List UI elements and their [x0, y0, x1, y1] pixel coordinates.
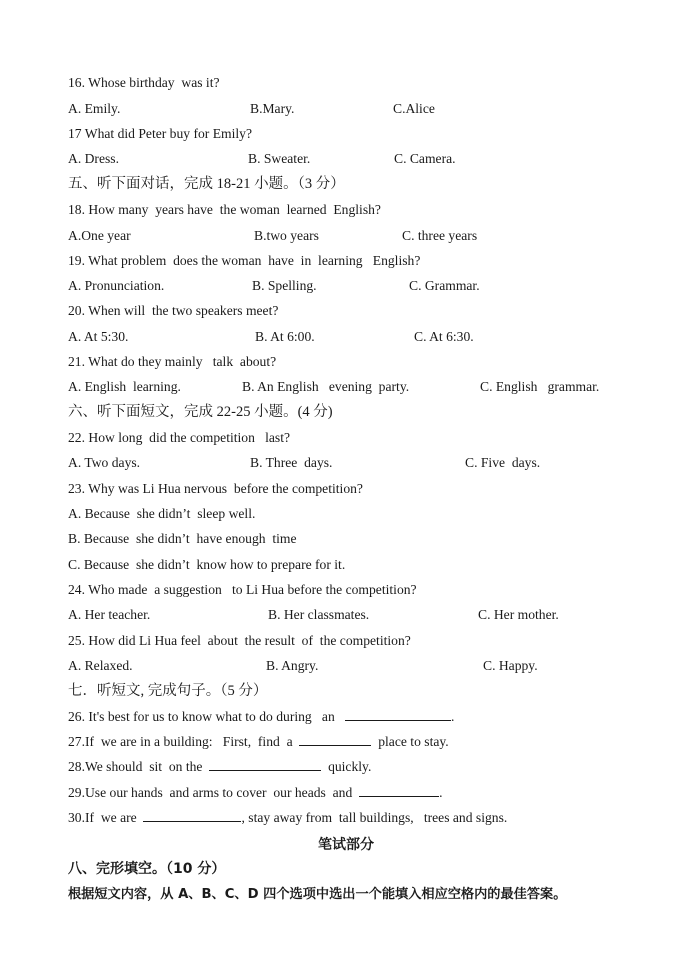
q20-option-a: A. At 5:30.: [68, 329, 129, 344]
q23-stem: 23. Why was Li Hua nervous before the competition?: [68, 481, 363, 496]
q16-option-c: C.Alice: [393, 101, 435, 116]
q21-stem: 21. What do they mainly talk about?: [68, 354, 277, 369]
q28-post: quickly.: [328, 759, 372, 774]
q18-option-b: B.two years: [254, 228, 319, 243]
q23-option-b: B. Because she didn’t have enough time: [68, 531, 297, 546]
q25-option-c: C. Happy.: [483, 658, 538, 673]
q22-option-a: A. Two days.: [68, 455, 141, 470]
q23-option-c: C. Because she didn’t know how to prepare for it.: [68, 557, 346, 572]
q26-post: .: [450, 709, 455, 724]
q19-stem: 19. What problem does the woman have in learning English?: [68, 253, 421, 268]
q30-text: 30.If we are: [68, 810, 137, 825]
q21-option-a: A. English learning.: [68, 379, 181, 394]
q22-option-b: B. Three days.: [250, 455, 333, 470]
q21-option-c: C. English grammar.: [480, 379, 600, 394]
q17-option-b: B. Sweater.: [248, 151, 311, 166]
q27-blank: [299, 733, 371, 746]
q26-text: 26. It's best for us to know what to do during an: [68, 709, 335, 724]
q28-blank: [209, 758, 321, 771]
q22-option-c: C. Five days.: [465, 455, 541, 470]
written-part-title: 笔试部分: [318, 837, 374, 853]
q24-stem: 24. Who made a suggestion to Li Hua before the competition?: [68, 582, 417, 597]
q19-option-c: C. Grammar.: [409, 278, 480, 293]
q21-option-b: B. An English evening party.: [242, 379, 410, 394]
q17-stem: 17 What did Peter buy for Emily?: [68, 126, 252, 141]
q25-stem: 25. How did Li Hua feel about the result of the competition?: [68, 633, 411, 648]
q23-option-a: A. Because she didn’t sleep well.: [68, 506, 256, 521]
q27-line: [68, 733, 449, 751]
q29-post: .: [439, 785, 443, 800]
q22-stem: 22. How long did the competition last?: [68, 430, 291, 445]
q18-option-a: A.One year: [68, 228, 131, 243]
q20-option-c: C. At 6:30.: [414, 329, 474, 344]
q16-option-a: A. Emily.: [68, 101, 121, 116]
q20-option-b: B. At 6:00.: [255, 329, 315, 344]
q19-option-b: B. Spelling.: [252, 278, 317, 293]
q19-option-a: A. Pronunciation.: [68, 278, 165, 293]
q28-text: 28.We should sit on the: [68, 759, 203, 774]
q20-stem: 20. When will the two speakers meet?: [68, 303, 279, 318]
section-8-title: 八、完形填空。（10 分）: [68, 861, 226, 877]
section-6-title: 六、听下面短文，完成 22-25 小题。(4 分): [68, 404, 333, 420]
q28-line: [68, 758, 371, 776]
section-5-title: 五、听下面对话，完成 18-21 小题。（3 分）: [68, 176, 345, 192]
q26-blank: [345, 708, 451, 721]
q27-post: place to stay.: [378, 734, 449, 749]
q17-option-a: A. Dress.: [68, 151, 119, 166]
q18-stem: 18. How many years have the woman learned English?: [68, 202, 381, 217]
q25-option-a: A. Relaxed.: [68, 658, 133, 673]
q30-post: , stay away from tall buildings, trees and signs.: [241, 810, 508, 825]
q18-option-c: C. three years: [402, 228, 478, 243]
q30-blank: [143, 809, 241, 822]
q24-option-a: A. Her teacher.: [68, 607, 151, 622]
q17-option-c: C. Camera.: [394, 151, 456, 166]
q29-text: 29.Use our hands and arms to cover our heads and: [68, 785, 353, 800]
section-7-title: 七．听短文, 完成句子。（5 分）: [68, 683, 268, 699]
q24-option-b: B. Her classmates.: [268, 607, 370, 622]
section-8-instruction: 根据短文内容，从 A、B、C、D 四个选项中选出一个能填入相应空格内的最佳答案。: [68, 887, 567, 902]
q24-option-c: C. Her mother.: [478, 607, 559, 622]
q30-line: [68, 809, 507, 827]
q16-stem: 16. Whose birthday was it?: [68, 75, 220, 90]
q29-line: [68, 784, 442, 802]
q29-blank: [359, 784, 439, 797]
q26-line: [68, 708, 454, 726]
q16-option-b: B.Mary.: [250, 101, 295, 116]
q27-text: 27.If we are in a building: First, find a: [68, 734, 293, 749]
q25-option-b: B. Angry.: [266, 658, 319, 673]
